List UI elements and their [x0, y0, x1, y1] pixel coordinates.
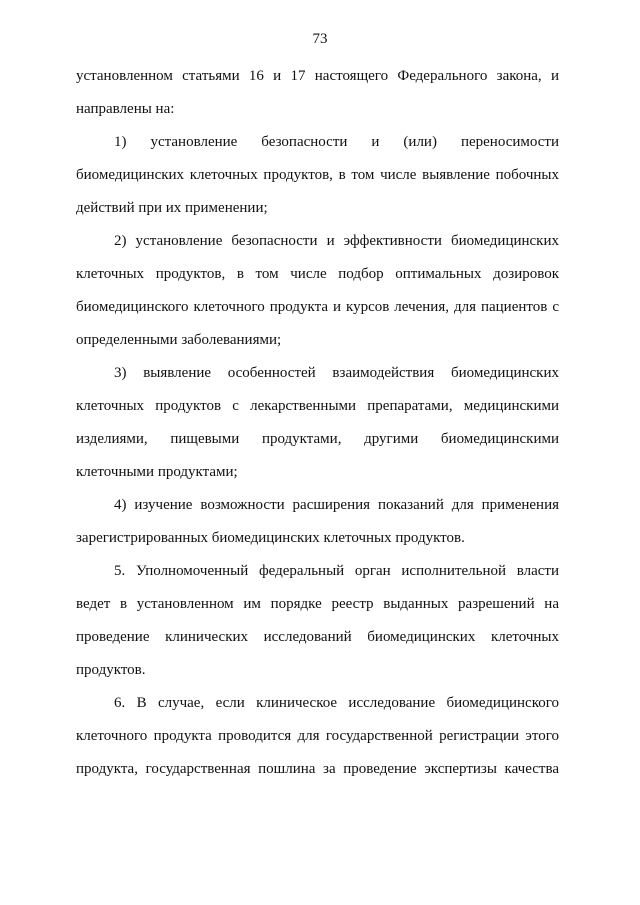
- paragraph-item-4: 4) изучение возможности расширения показаний для применения зарегистрированных биомедицинских клеточных продуктов.: [76, 497, 559, 546]
- document-body: [76, 60, 559, 786]
- paragraph-item-3: 3) выявление особенностей взаимодействия биомедицинских клеточных продуктов с лекарственными препаратами, медицинскими изделиями, пищевыми продуктами, другими биомедицинскими клеточными продуктами;: [76, 365, 559, 480]
- paragraph-section-5: 5. Уполномоченный федеральный орган исполнительной власти ведет в установленном им порядке реестр выданных разрешений на проведение клинических исследований биомедицинских клеточных продуктов.: [76, 563, 559, 678]
- paragraph-item-1: 1) установление безопасности и (или) переносимости биомедицинских клеточных продуктов, в том числе выявление побочных действий при их применении;: [76, 134, 559, 216]
- paragraph-section-6: 6. В случае, если клиническое исследование биомедицинского клеточного продукта проводится для государственной регистрации этого продукта, государственная пошлина за проведение экспертизы качества: [76, 695, 559, 777]
- paragraph-item-2: 2) установление безопасности и эффективности биомедицинских клеточных продуктов, в том числе подбор оптимальных дозировок биомедицинского клеточного продукта и курсов лечения, для пациентов с определенными заболеваниями;: [76, 233, 559, 348]
- paragraph-intro: установленном статьями 16 и 17 настоящего Федерального закона, и направлены на:: [76, 68, 559, 117]
- page-number: 73: [312, 31, 328, 47]
